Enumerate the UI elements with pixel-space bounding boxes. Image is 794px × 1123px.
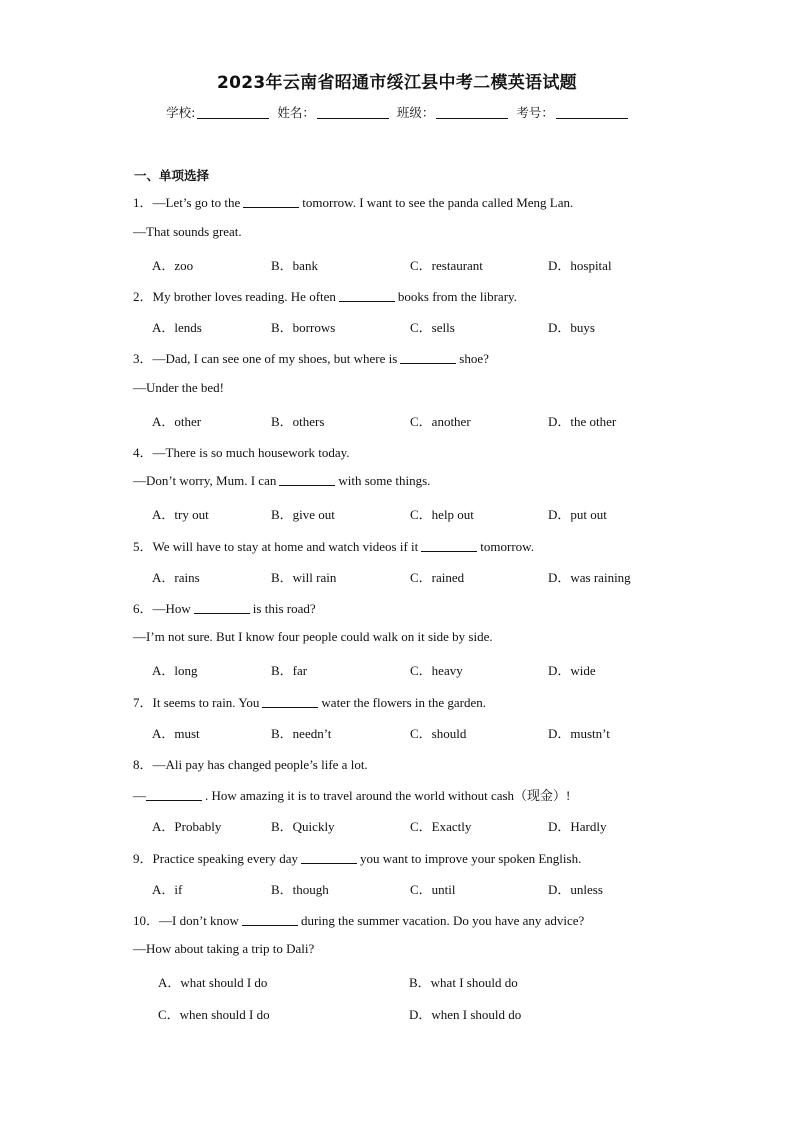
- option-d: D．when I should do: [409, 1007, 522, 1022]
- question-6: [133, 598, 316, 617]
- answer-blank[interactable]: [279, 474, 335, 486]
- section-heading: 一、单项选择: [134, 168, 210, 183]
- option-a: A．zoo: [152, 258, 194, 273]
- class-label: 班级：: [396, 105, 435, 120]
- school-blank[interactable]: [197, 106, 269, 119]
- option-c: C．until: [410, 882, 456, 897]
- question-text: —How: [152, 601, 191, 616]
- question-8: [133, 754, 368, 773]
- option-a: A．rains: [152, 570, 200, 585]
- option-a: A．long: [152, 663, 198, 678]
- option-c: C．heavy: [410, 663, 463, 678]
- option-d: D．wide: [548, 663, 596, 678]
- question-number: 7．: [133, 695, 153, 710]
- question-text: tomorrow. I want to see the panda called Meng Lan.: [302, 195, 574, 210]
- name-field: [277, 103, 389, 121]
- option-a: A．if: [152, 882, 183, 897]
- question-1: [133, 192, 573, 211]
- option-d: D．the other: [548, 414, 617, 429]
- question-text: water the flowers in the garden.: [321, 695, 487, 710]
- question-text: tomorrow.: [480, 539, 534, 554]
- option-d: D．buys: [548, 320, 595, 335]
- question-4: [133, 442, 350, 461]
- option-b: B．will rain: [271, 570, 337, 585]
- class-blank[interactable]: [436, 106, 508, 119]
- option-c: C．Exactly: [410, 819, 472, 834]
- option-d: D．put out: [548, 507, 607, 522]
- option-a: A．must: [152, 726, 200, 741]
- option-d: D．unless: [548, 882, 603, 897]
- option-d: D．Hardly: [548, 819, 607, 834]
- question-number: 1．: [133, 195, 153, 210]
- option-b: B．what I should do: [409, 975, 518, 990]
- question-text: during the summer vacation. Do you have any advice?: [300, 913, 585, 928]
- question-number: 5．: [133, 539, 153, 554]
- option-d: D．was raining: [548, 570, 631, 585]
- question-text: you want to improve your spoken English.: [359, 851, 582, 866]
- option-c: C．rained: [410, 570, 465, 585]
- question-number: 9．: [133, 851, 153, 866]
- class-field: [397, 103, 509, 121]
- option-b: B．though: [271, 882, 329, 897]
- school-label: 学校:: [166, 105, 196, 120]
- option-b: B．borrows: [271, 320, 336, 335]
- option-c: C．another: [410, 414, 471, 429]
- answer-blank[interactable]: [243, 196, 299, 208]
- question-10: [133, 910, 584, 929]
- option-d: D．hospital: [548, 258, 612, 273]
- question-text: Practice speaking every day: [152, 851, 298, 866]
- option-c: C．when should I do: [158, 1007, 270, 1022]
- option-b: B．others: [271, 414, 325, 429]
- question-number: 2．: [133, 289, 153, 304]
- option-c: C．help out: [410, 507, 474, 522]
- question-7: [133, 692, 486, 711]
- question-text: is this road?: [252, 601, 316, 616]
- question-2: [133, 286, 517, 305]
- reply-text: . How amazing it is to travel around the world without cash（现金）!: [205, 788, 571, 803]
- question-4-reply: [133, 473, 430, 489]
- answer-blank[interactable]: [146, 789, 202, 801]
- option-c: C．sells: [410, 320, 455, 335]
- question-9: [133, 848, 581, 867]
- question-1-reply: —That sounds great.: [133, 224, 242, 239]
- option-a: A．other: [152, 414, 202, 429]
- question-text: —I don’t know: [159, 913, 239, 928]
- reply-text: —Don’t worry, Mum. I can: [133, 473, 277, 488]
- answer-blank[interactable]: [242, 914, 298, 926]
- option-a: A．lends: [152, 320, 202, 335]
- answer-blank[interactable]: [194, 602, 250, 614]
- question-text: We will have to stay at home and watch videos if it: [152, 539, 419, 554]
- question-number: 3．: [133, 351, 153, 366]
- question-3-reply: —Under the bed!: [133, 380, 224, 395]
- question-text: books from the library.: [397, 289, 517, 304]
- reply-text: —: [133, 788, 146, 803]
- question-text: —There is so much housework today.: [152, 445, 350, 460]
- question-text: shoe?: [459, 351, 489, 366]
- page-title: 2023年云南省昭通市绥江县中考二模英语试题: [217, 73, 577, 93]
- exam-no-blank[interactable]: [556, 106, 628, 119]
- answer-blank[interactable]: [421, 540, 477, 552]
- question-8-reply: [133, 785, 570, 804]
- name-blank[interactable]: [317, 106, 389, 119]
- exam-no-label: 考号：: [516, 105, 554, 120]
- question-number: 10．: [133, 913, 160, 928]
- option-b: B．needn’t: [271, 726, 332, 741]
- reply-text: with some things.: [338, 473, 431, 488]
- question-text: My brother loves reading. He often: [152, 289, 336, 304]
- option-c: C．restaurant: [410, 258, 483, 273]
- option-d: D．mustn’t: [548, 726, 610, 741]
- answer-blank[interactable]: [301, 852, 357, 864]
- question-number: 8．: [133, 757, 153, 772]
- question-number: 4．: [133, 445, 153, 460]
- option-a: A．try out: [152, 507, 209, 522]
- exam-no-field: [516, 103, 628, 121]
- question-3: [133, 348, 489, 367]
- name-label: 姓名：: [277, 105, 315, 120]
- student-info-line: [0, 103, 794, 121]
- question-number: 6．: [133, 601, 153, 616]
- option-a: A．Probably: [152, 819, 222, 834]
- question-10-reply: —How about taking a trip to Dali?: [133, 941, 315, 956]
- option-b: B．far: [271, 663, 308, 678]
- option-b: B．Quickly: [271, 819, 335, 834]
- question-6-reply: —I’m not sure. But I know four people could walk on it side by side.: [133, 629, 493, 644]
- question-text: It seems to rain. You: [152, 695, 260, 710]
- school-field: [166, 103, 269, 121]
- option-b: B．bank: [271, 258, 318, 273]
- option-c: C．should: [410, 726, 467, 741]
- question-text: —Ali pay has changed people’s life a lot.: [152, 757, 368, 772]
- option-b: B．give out: [271, 507, 335, 522]
- question-text: —Dad, I can see one of my shoes, but where is: [152, 351, 398, 366]
- answer-blank[interactable]: [339, 290, 395, 302]
- question-5: [133, 536, 534, 555]
- answer-blank[interactable]: [262, 696, 318, 708]
- option-a: A．what should I do: [158, 975, 268, 990]
- question-text: —Let’s go to the: [152, 195, 241, 210]
- answer-blank[interactable]: [400, 352, 456, 364]
